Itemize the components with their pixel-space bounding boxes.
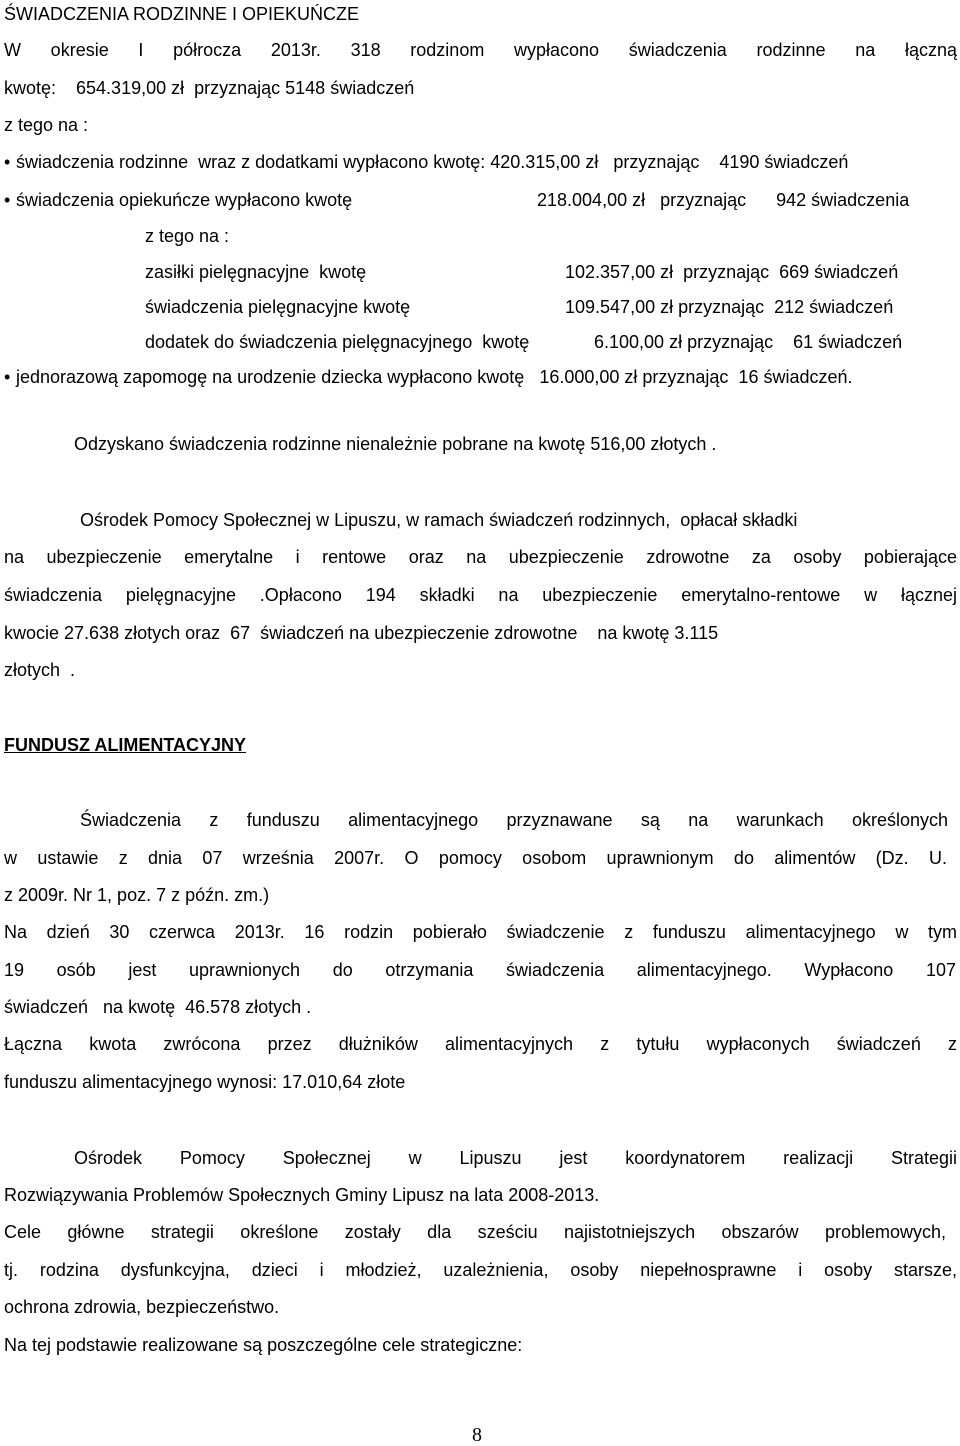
bullet-jednorazowa-zapomoga: • jednorazową zapomogę na urodzenie dziecka wypłacono kwotę 16.000,00 zł przyznając 16 świadczeń.: [16, 365, 853, 389]
skladki-line-4: kwocie 27.638 złotych oraz 67 świadczeń na ubezpieczenie zdrowotne na kwotę 3.115: [4, 623, 719, 643]
bullet-swiadczenia-opiekuncze-value: 218.004,00 zł przyznając 942 świadczenia: [537, 190, 910, 210]
fundusz-line-1: Świadczenia z funduszu alimentacyjnego przyznawane są na warunkach określonych: [80, 810, 948, 830]
bullet-swiadczenia-opiekuncze-label: • świadczenia opiekuńcze wypłacono kwotę: [16, 188, 352, 212]
fundusz-line-3: z 2009r. Nr 1, poz. 7 z późn. zm.): [4, 885, 270, 905]
fundusz-line-5: 19 osób jest uprawnionych do otrzymania świadczenia alimentacyjnego. Wypłacono 107: [4, 960, 956, 980]
skladki-line-5: złotych .: [4, 660, 76, 680]
fundusz-line-8: funduszu alimentacyjnego wynosi: 17.010,64 złote: [4, 1072, 406, 1092]
swiadczenia-pielegnacyjne-value: 109.547,00 zł przyznając 212 świadczeń: [565, 297, 894, 317]
strategia-line-4: tj. rodzina dysfunkcyjna, dzieci i młodzież, uzależnienia, osoby niepełnosprawne i osoby starsze,: [4, 1260, 957, 1280]
strategia-line-3: Cele główne strategii określone zostały dla sześciu najistotniejszych obszarów problemowych,: [4, 1222, 946, 1242]
swiadczenia-pielegnacyjne-label: świadczenia pielęgnacyjne kwotę: [145, 297, 411, 317]
fundusz-line-4: Na dzień 30 czerwca 2013r. 16 rodzin pobierało świadczenie z funduszu alimentacyjnego w tym: [4, 922, 957, 942]
z-tego-label: z tego na :: [4, 115, 89, 135]
strategia-line-5: ochrona zdrowia, bezpieczeństwo.: [4, 1297, 280, 1317]
zasilki-pielegnacyjne-label: zasiłki pielęgnacyjne kwotę: [145, 262, 367, 282]
zasilki-pielegnacyjne-value: 102.357,00 zł przyznając 669 świadczeń: [565, 262, 899, 282]
strategia-line-2: Rozwiązywania Problemów Społecznych Gminy Lipusz na lata 2008-2013.: [4, 1185, 600, 1205]
section-title-fundusz: FUNDUSZ ALIMENTACYJNY: [4, 735, 246, 755]
dodatek-pielegnacyjny-value: 6.100,00 zł przyznając 61 świadczeń: [594, 332, 903, 352]
intro-line-2: kwotę: 654.319,00 zł przyznając 5148 świadczeń: [4, 78, 415, 98]
fundusz-line-2: w ustawie z dnia 07 września 2007r. O pomocy osobom uprawnionym do alimentów (Dz. U.: [4, 848, 947, 868]
strategia-line-6: Na tej podstawie realizowane są poszczególne cele strategiczne:: [4, 1335, 523, 1355]
dodatek-pielegnacyjny-label: dodatek do świadczenia pielęgnacyjnego kwotę: [145, 332, 530, 352]
odzyskano-line: Odzyskano świadczenia rodzinne nienależnie pobrane na kwotę 516,00 złotych .: [74, 434, 717, 454]
skladki-line-1: Ośrodek Pomocy Społecznej w Lipuszu, w ramach świadczeń rodzinnych, opłacał składki: [80, 510, 798, 530]
skladki-line-2: na ubezpieczenie emerytalne i rentowe oraz na ubezpieczenie zdrowotne za osoby pobierające: [4, 547, 957, 567]
skladki-line-3: świadczenia pielęgnacyjne .Opłacono 194 składki na ubezpieczenie emerytalno-rentowe w łącznej: [4, 585, 957, 605]
sub-z-tego-label: z tego na :: [145, 226, 230, 246]
page-number: 8: [472, 1424, 482, 1446]
fundusz-line-7: Łączna kwota zwrócona przez dłużników alimentacyjnych z tytułu wypłaconych świadczeń z: [4, 1034, 957, 1054]
section-title-swiadczenia: ŚWIADCZENIA RODZINNE I OPIEKUŃCZE: [4, 4, 360, 24]
intro-line-1: W okresie I półrocza 2013r. 318 rodzinom wypłacono świadczenia rodzinne na łączną: [4, 40, 957, 60]
strategia-line-1: Ośrodek Pomocy Społecznej w Lipuszu jest koordynatorem realizacji Strategii: [74, 1148, 957, 1168]
bullet-swiadczenia-rodzinne: • świadczenia rodzinne wraz z dodatkami wypłacono kwotę: 420.315,00 zł przyznając 4190 świadczeń: [16, 150, 848, 174]
fundusz-line-6: świadczeń na kwotę 46.578 złotych .: [4, 997, 312, 1017]
